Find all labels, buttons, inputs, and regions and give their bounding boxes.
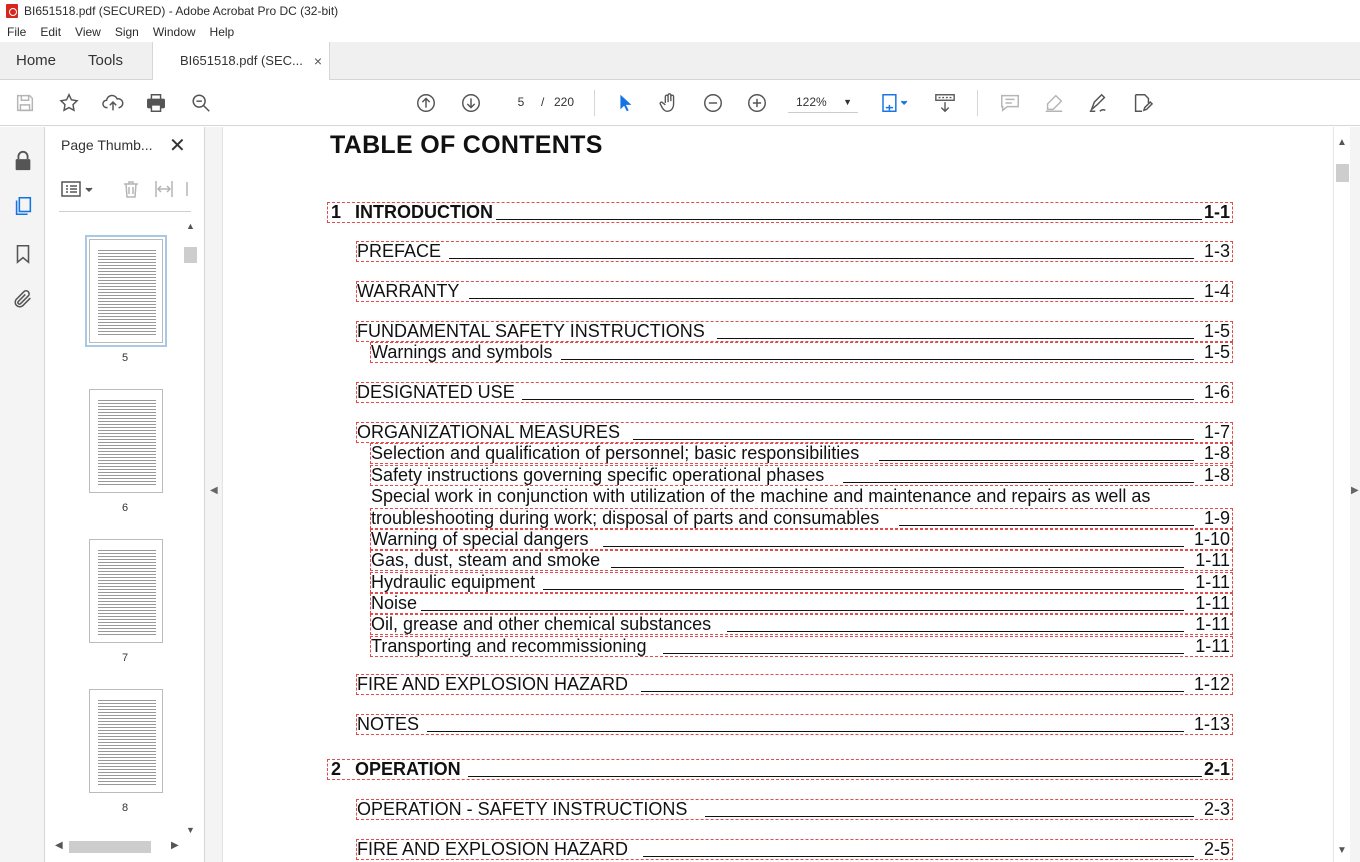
toc-leader-line — [561, 359, 1194, 360]
toc-leader-line — [421, 610, 1184, 611]
toc-entry-title: Transporting and recommissioning — [371, 637, 649, 656]
next-page-icon[interactable] — [459, 91, 483, 115]
document-heading: TABLE OF CONTENTS — [330, 131, 603, 159]
toc-page-number: 1-8 — [1203, 443, 1230, 463]
tab-bar — [0, 42, 1360, 80]
toolbar-divider — [594, 90, 595, 116]
document-vertical-scrollbar[interactable] — [1333, 127, 1350, 862]
scroll-up-icon[interactable]: ▲ — [186, 221, 195, 231]
page-preview — [98, 550, 156, 636]
zoom-level-select[interactable] — [788, 91, 858, 113]
toc-entry-link[interactable] — [356, 839, 1233, 860]
toc-chapter-link[interactable] — [327, 202, 1233, 223]
thumbnails-vertical-scrollbar[interactable] — [183, 219, 197, 839]
menu-edit[interactable]: Edit — [40, 25, 62, 39]
zoom-out-icon[interactable] — [701, 91, 725, 115]
toc-entry-title: Selection and qualification of personnel; basic responsibilities — [371, 444, 862, 463]
page-preview — [98, 400, 156, 486]
toc-entry-link[interactable] — [370, 614, 1233, 635]
toc-entry-link[interactable] — [356, 281, 1233, 302]
toc-entry-link[interactable] — [370, 529, 1233, 550]
toc-entry-title: NOTES — [357, 715, 422, 734]
scroll-thumb[interactable] — [184, 247, 197, 263]
toc-entry-link[interactable] — [370, 550, 1233, 571]
toolbar-divider — [977, 90, 978, 116]
toc-leader-line — [543, 589, 1184, 590]
panel-divider — [59, 211, 191, 212]
toc-entry-link[interactable] — [356, 799, 1233, 820]
toc-leader-line — [663, 653, 1184, 654]
toc-leader-line — [717, 338, 1194, 339]
toc-leader-line — [843, 482, 1194, 483]
toc-leader-line — [643, 856, 1194, 857]
toc-page-number: 1-5 — [1203, 342, 1230, 362]
rotate-page-icon[interactable] — [183, 179, 191, 204]
toc-entry-title: INTRODUCTION — [355, 203, 496, 222]
print-icon[interactable] — [144, 91, 168, 115]
thumbnail-label: 6 — [121, 502, 129, 514]
page-preview — [98, 700, 156, 786]
toc-leader-line — [611, 567, 1184, 568]
right-panel-handle[interactable] — [1350, 127, 1360, 862]
toc-entry-link[interactable] — [370, 342, 1233, 363]
toc-leader-line — [641, 691, 1184, 692]
toc-page-number: 1-9 — [1203, 508, 1230, 528]
sign-icon[interactable] — [1086, 91, 1110, 115]
navigation-rail — [0, 127, 45, 862]
toc-entry-link[interactable] — [356, 382, 1233, 403]
toc-entry-link[interactable] — [370, 465, 1233, 486]
toc-page-number: 1-5 — [1203, 321, 1230, 341]
page-thumbnail[interactable] — [89, 539, 163, 643]
select-cursor-icon[interactable] — [613, 91, 637, 115]
toc-entry-title: Warnings and symbols — [371, 343, 555, 362]
page-thumbnails-panel — [45, 127, 205, 862]
thumbnail-list — [45, 217, 195, 837]
page-separator: / — [541, 95, 545, 109]
toc-page-number: 1-10 — [1193, 529, 1230, 549]
menu-view[interactable]: View — [75, 25, 101, 39]
hand-tool-icon[interactable] — [657, 91, 681, 115]
menu-window[interactable]: Window — [152, 25, 196, 39]
thumbnail-tools — [61, 177, 191, 201]
toc-entry-title: PREFACE — [357, 242, 444, 261]
bookmark-star-icon[interactable] — [57, 91, 81, 115]
previous-page-icon[interactable] — [414, 91, 438, 115]
toc-page-number: 1-11 — [1195, 636, 1230, 656]
toc-entry-link[interactable] — [370, 508, 1233, 529]
thumbnail-label: 7 — [121, 652, 129, 664]
menu-file[interactable]: File — [7, 25, 27, 39]
thumbnails-panel-title: Page Thumb... — [61, 137, 153, 153]
toc-leader-line — [496, 219, 1202, 220]
toc-leader-line — [469, 298, 1194, 299]
toc-page-number: 1-3 — [1203, 241, 1230, 261]
toc-entry-link[interactable] — [370, 593, 1233, 614]
toc-entry-link[interactable] — [370, 443, 1233, 464]
page-thumbnail[interactable] — [89, 689, 163, 793]
toc-chapter-number: 1 — [331, 202, 342, 222]
toc-leader-line — [727, 631, 1184, 632]
bookmark-icon[interactable] — [11, 242, 35, 266]
toc-entry-link[interactable] — [356, 674, 1233, 695]
toc-page-number: 1-8 — [1203, 465, 1230, 485]
toc-page-number: 1-11 — [1195, 572, 1230, 592]
toc-leader-line — [879, 460, 1194, 461]
zoom-level-value: 122% — [796, 95, 827, 109]
scroll-right-icon[interactable]: ▶ — [171, 840, 179, 851]
toc-chapter-link[interactable] — [327, 759, 1233, 780]
close-tab-icon[interactable]: × — [313, 53, 322, 69]
toc-entry-link[interactable] — [356, 321, 1233, 342]
tab-document-label: BI651518.pdf (SEC... — [180, 53, 303, 68]
toc-leader-line — [468, 776, 1202, 777]
toc-chapter-number: 2 — [331, 759, 342, 779]
menu-help[interactable]: Help — [209, 25, 235, 39]
document-view — [223, 127, 1333, 862]
toc-entry-title: Noise — [371, 594, 420, 613]
close-panel-icon[interactable]: ✕ — [169, 135, 186, 157]
thumbnail-label: 8 — [121, 802, 129, 814]
toc-leader-line — [899, 525, 1194, 526]
toc-entry-title: Hydraulic equipment — [371, 573, 538, 592]
toc-entry-title: Safety instructions governing specific operational phases — [371, 466, 827, 485]
page-total: 220 — [554, 95, 575, 109]
page-thumbnail[interactable] — [89, 239, 163, 343]
chevron-down-icon: ▼ — [843, 97, 852, 107]
thumbnails-horizontal-scrollbar[interactable] — [53, 837, 183, 857]
toc-page-number: 1-11 — [1195, 593, 1230, 613]
toc-leader-line — [449, 258, 1194, 259]
toc-page-number: 1-11 — [1195, 614, 1230, 634]
toc-entry-title: FIRE AND EXPLOSION HAZARD — [357, 840, 631, 859]
scroll-up-icon[interactable]: ▲ — [1337, 137, 1347, 148]
fit-page-icon[interactable] — [877, 91, 911, 115]
toc-entry-title: OPERATION - SAFETY INSTRUCTIONS — [357, 800, 690, 819]
comment-icon[interactable] — [998, 91, 1022, 115]
toc-page-number: 1-4 — [1203, 281, 1230, 301]
toc-entry-link[interactable] — [356, 422, 1233, 443]
upload-icon[interactable] — [101, 91, 125, 115]
toc-leader-line — [522, 399, 1194, 400]
toc-page-number: 1-6 — [1203, 382, 1230, 402]
title-bar — [0, 0, 1360, 22]
toc-entry-text: Special work in conjunction with utilization of the machine and maintenance and repairs as well as — [371, 486, 1151, 506]
toc-leader-line — [633, 439, 1194, 440]
window-title: BI651518.pdf (SECURED) - Adobe Acrobat Pro DC (32-bit) — [24, 4, 339, 18]
scroll-down-icon[interactable]: ▼ — [186, 825, 195, 835]
toc-page-number: 1-7 — [1203, 422, 1230, 442]
page-thumbnails-icon[interactable] — [11, 194, 35, 218]
toc-entry-title: FIRE AND EXPLOSION HAZARD — [357, 675, 631, 694]
highlight-pen-icon[interactable] — [1042, 91, 1066, 115]
toc-entry-title: OPERATION — [355, 760, 464, 779]
toc-entry-link[interactable] — [356, 714, 1233, 735]
zoom-search-icon[interactable] — [189, 91, 213, 115]
tab-tools[interactable]: Tools — [88, 52, 124, 69]
toc-page-number: 2-1 — [1203, 759, 1230, 779]
lock-icon[interactable] — [11, 149, 35, 173]
save-icon[interactable] — [13, 91, 37, 115]
menu-bar — [0, 22, 1360, 42]
toc-entry-title: WARRANTY — [357, 282, 462, 301]
toc-entry-link[interactable] — [356, 241, 1233, 262]
tab-home[interactable]: Home — [16, 52, 57, 69]
menu-sign[interactable]: Sign — [114, 25, 139, 39]
toc-page-number: 2-3 — [1203, 799, 1230, 819]
toc-entry-title: DESIGNATED USE — [357, 383, 518, 402]
scroll-left-icon[interactable]: ◀ — [55, 840, 63, 851]
toc-leader-line — [705, 816, 1194, 817]
toc-page-number: 1-12 — [1193, 674, 1230, 694]
collapse-panel-handle[interactable] — [205, 127, 223, 862]
extract-page-icon[interactable] — [154, 179, 174, 204]
edit-pdf-icon[interactable] — [1130, 91, 1154, 115]
toc-entry-title: Gas, dust, steam and smoke — [371, 551, 603, 570]
toc-page-number: 1-13 — [1193, 714, 1230, 734]
page-preview — [98, 250, 156, 336]
toc-entry-title: Warning of special dangers — [371, 530, 591, 549]
page-thumbnail[interactable] — [89, 389, 163, 493]
scroll-mode-icon[interactable] — [933, 91, 957, 115]
expand-right-icon: ▶ — [1351, 485, 1359, 496]
table-of-contents — [223, 127, 1333, 862]
toc-entry-title: Oil, grease and other chemical substances — [371, 615, 714, 634]
toc-entry-title: ORGANIZATIONAL MEASURES — [357, 423, 623, 442]
scroll-thumb[interactable] — [1336, 164, 1349, 182]
toc-entry-link[interactable] — [370, 636, 1233, 657]
scroll-down-icon[interactable]: ▼ — [1337, 845, 1347, 856]
tab-document[interactable] — [152, 42, 330, 81]
pdf-file-icon — [6, 4, 18, 18]
toc-page-number: 1-1 — [1203, 202, 1230, 222]
toc-page-number: 2-5 — [1203, 839, 1230, 859]
toc-entry-link[interactable] — [370, 572, 1233, 593]
toc-leader-line — [427, 731, 1184, 732]
toc-leader-line — [603, 546, 1184, 547]
options-menu-icon[interactable] — [61, 179, 95, 204]
toc-entry-title: troubleshooting during work; disposal of parts and consumables — [371, 509, 882, 528]
attachment-icon[interactable] — [11, 287, 35, 311]
zoom-in-icon[interactable] — [745, 91, 769, 115]
scroll-thumb[interactable] — [69, 841, 151, 853]
toc-entry-title: FUNDAMENTAL SAFETY INSTRUCTIONS — [357, 322, 708, 341]
toc-page-number: 1-11 — [1195, 550, 1230, 570]
collapse-left-icon: ◀ — [210, 485, 218, 496]
thumbnail-label: 5 — [121, 352, 129, 364]
delete-page-icon[interactable] — [121, 179, 141, 204]
page-number-input[interactable]: 5 — [517, 95, 525, 109]
